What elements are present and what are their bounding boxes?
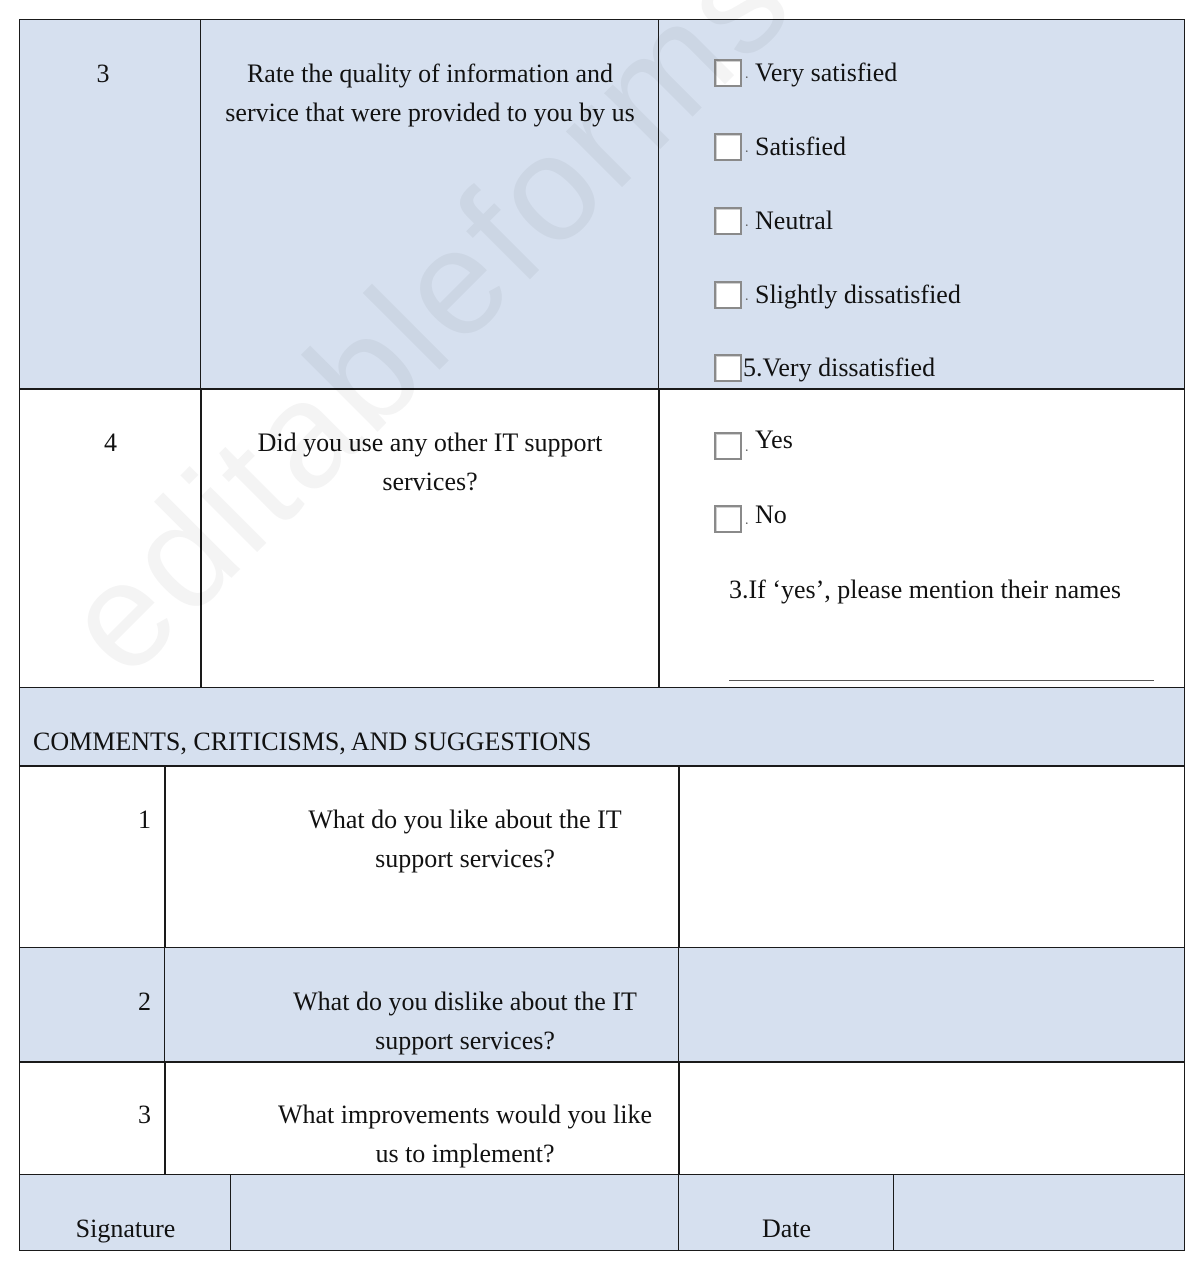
checkbox[interactable] — [714, 59, 742, 87]
checkbox[interactable] — [714, 133, 742, 161]
checkbox[interactable] — [714, 354, 742, 382]
date-label: Date — [761, 1214, 812, 1243]
signature-label: Signature — [75, 1214, 176, 1243]
checkbox[interactable] — [714, 281, 742, 309]
checkbox[interactable] — [714, 207, 742, 235]
comment3-number: 3 — [138, 1100, 151, 1129]
comment3-question: What improvements would you like us to implement? — [277, 1100, 653, 1168]
row3-question: Rate the quality of information and service that were provided to you by us — [225, 59, 635, 127]
comment1-number-cell — [19, 765, 166, 949]
checkbox[interactable] — [714, 505, 742, 533]
comment2-question: What do you dislike about the IT support services? — [293, 987, 637, 1055]
option-yes[interactable]: . Yes — [714, 430, 793, 462]
option-no[interactable]: . No — [714, 503, 787, 535]
date-field[interactable] — [893, 1174, 1185, 1251]
comment3-answer-cell[interactable] — [678, 1061, 1185, 1176]
checkbox[interactable] — [714, 432, 742, 460]
followup-answer-line[interactable] — [729, 680, 1154, 681]
row4-question: Did you use any other IT support services? — [257, 428, 603, 496]
option-satisfied[interactable]: . Satisfied — [714, 131, 846, 163]
signature-field[interactable] — [230, 1174, 680, 1251]
row4-number: 4 — [104, 428, 117, 457]
option-very-dissatisfied[interactable]: 5.Very dissatisfied — [714, 352, 935, 384]
comment2-number: 2 — [138, 987, 151, 1016]
option-neutral[interactable]: . Neutral — [714, 205, 833, 237]
followup-prompt: 3.If ‘yes’, please mention their names — [729, 575, 1122, 604]
comment1-answer-cell[interactable] — [678, 765, 1185, 949]
comment2-answer-cell[interactable] — [678, 947, 1185, 1063]
comment1-question: What do you like about the IT support services? — [308, 805, 622, 873]
comments-heading: COMMENTS, CRITICISMS, AND SUGGESTIONS — [33, 727, 592, 756]
row3-number: 3 — [96, 59, 110, 88]
option-slightly-dissatisfied[interactable]: . Slightly dissatisfied — [714, 279, 961, 311]
option-very-satisfied[interactable]: . Very satisfied — [714, 57, 897, 89]
comment1-number: 1 — [138, 805, 151, 834]
